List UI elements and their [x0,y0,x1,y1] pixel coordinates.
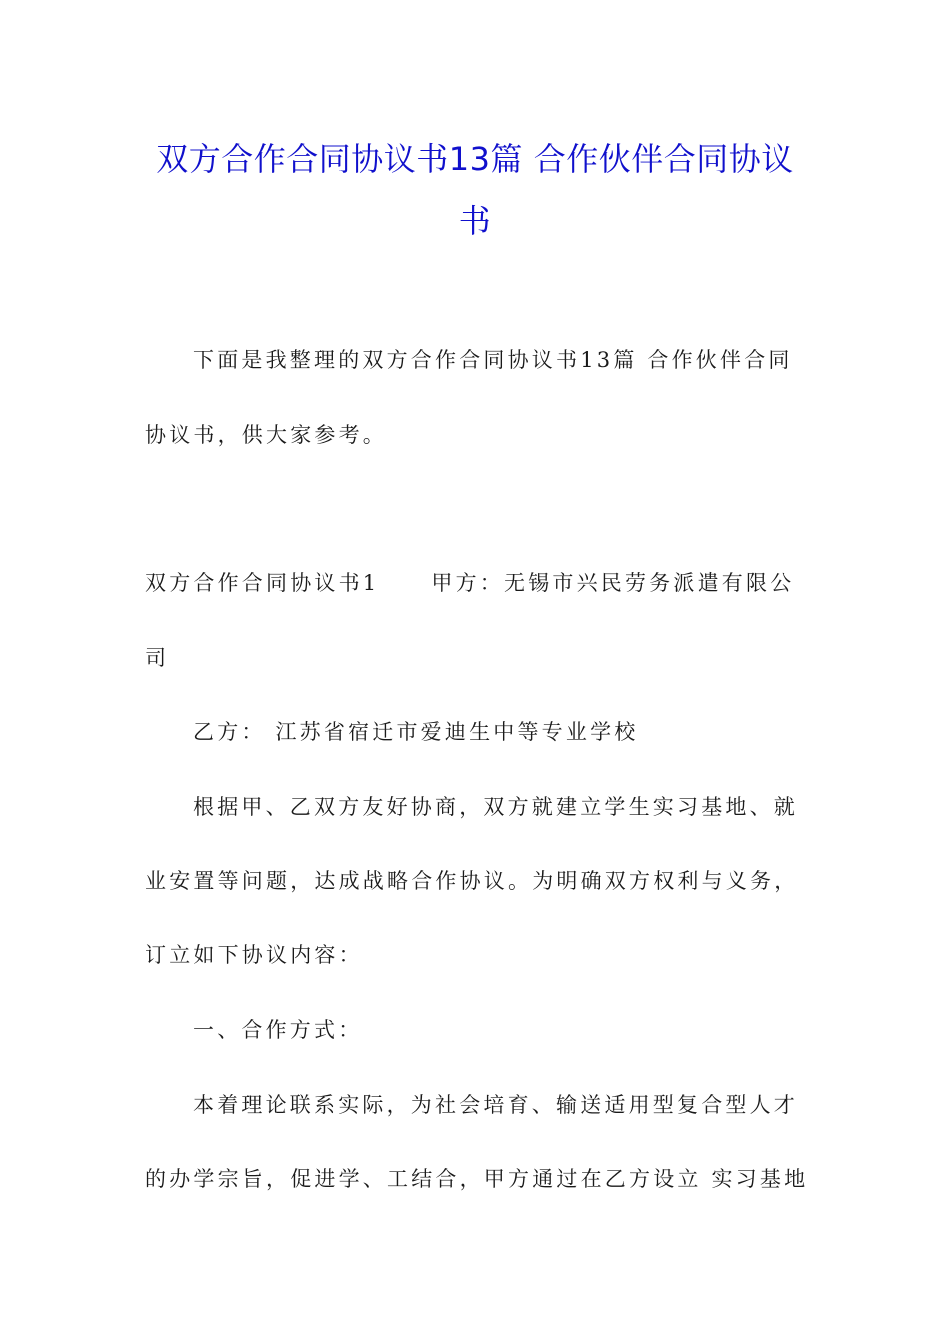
item1-heading: 一、合作方式： [193,1018,363,1042]
party-b-line: 乙方： 江苏省宿迁市爱迪生中等专业学校 [193,720,639,744]
party-a-label: 甲方：无锡市兴民劳务派遣有限公 [431,571,795,595]
document-title: 双方合作合同协议书13篇 合作伙伴合同协议书 [156,140,794,240]
intro-line-1: 下面是我整理的双方合作合同协议书13篇 合作伙伴合同 [193,348,793,372]
para2-line-2: 的办学宗旨，促进学、工结合，甲方通过在乙方设立 实习基地 [145,1167,809,1191]
para1-line-3: 订立如下协议内容： [145,943,363,967]
section-heading-row [145,568,807,598]
section-heading: 双方合作合同协议书1 [145,571,380,595]
para2-line-1: 本着理论联系实际，为社会培育、输送适用型复合型人才 [193,1093,798,1117]
intro-line-2: 协议书，供大家参考。 [145,423,387,447]
para1-line-2: 业安置等问题，达成战略合作协议。为明确双方权利与义务， [145,869,799,893]
party-a-continuation: 司 [145,646,170,670]
para1-line-1: 根据甲、乙双方友好协商，双方就建立学生实习基地、就 [193,795,798,819]
